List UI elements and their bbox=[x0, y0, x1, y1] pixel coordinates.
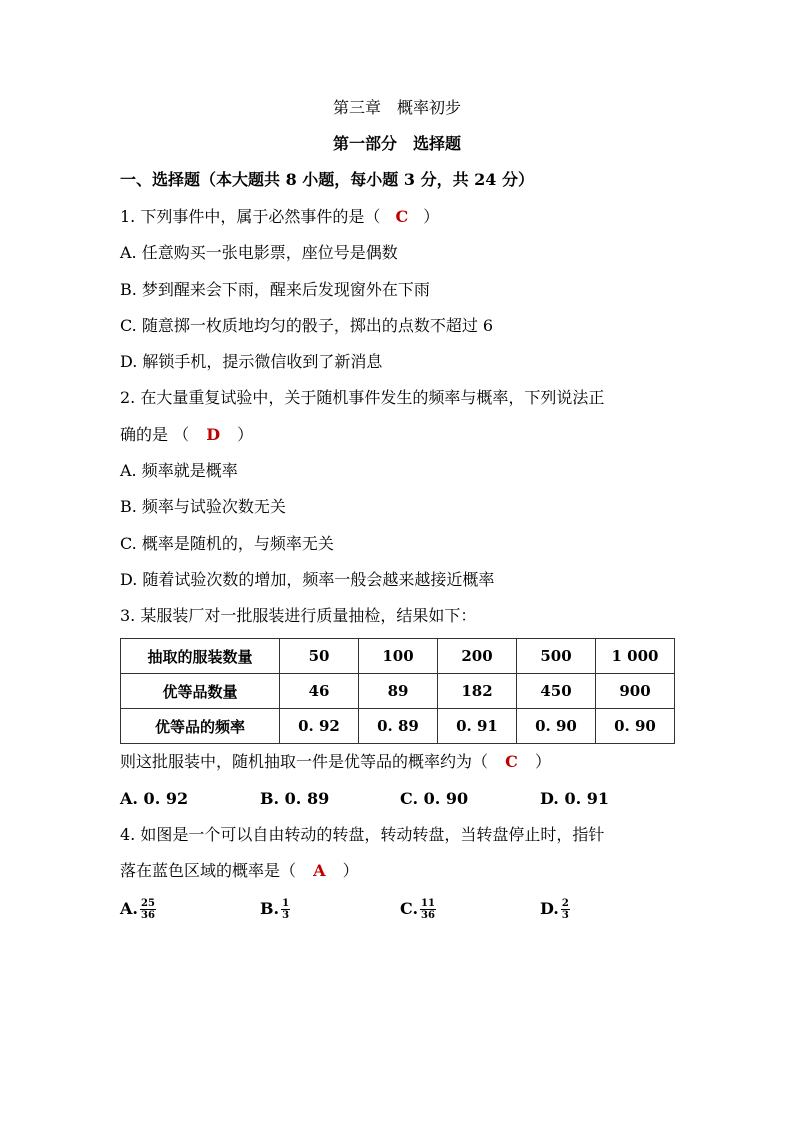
table-cell: 0. 91 bbox=[438, 709, 517, 744]
q4-option-c bbox=[400, 898, 436, 921]
table-cell: 100 bbox=[359, 639, 438, 674]
table-cell: 900 bbox=[596, 674, 675, 709]
q1-option-a: A. 任意购买一张电影票，座位号是偶数 bbox=[120, 243, 398, 262]
q1-option-d: D. 解锁手机，提示微信收到了新消息 bbox=[120, 352, 383, 371]
q4-option-d bbox=[540, 898, 570, 921]
q4-stem-line2 bbox=[120, 861, 359, 881]
q3-close: ） bbox=[534, 752, 551, 771]
q4-stem-line1: 4. 如图是一个可以自由转动的转盘，转动转盘，当转盘停止时，指针 bbox=[120, 825, 605, 844]
part-title: 第一部分 选择题 bbox=[332, 134, 461, 153]
option-label: C. bbox=[400, 899, 419, 918]
q1-option-b: B. 梦到醒来会下雨，醒来后发现窗外在下雨 bbox=[120, 280, 430, 299]
fraction bbox=[561, 898, 570, 921]
option-label: D. bbox=[540, 899, 559, 918]
quality-table bbox=[120, 638, 675, 744]
fraction-denominator: 36 bbox=[140, 910, 155, 921]
q1-option-c: C. 随意掷一枚质地均匀的骰子，掷出的点数不超过 6 bbox=[120, 316, 494, 335]
fraction bbox=[140, 898, 156, 921]
table-cell: 89 bbox=[359, 674, 438, 709]
table-row bbox=[121, 709, 675, 744]
q4-answer: A bbox=[313, 861, 326, 880]
fraction-denominator: 3 bbox=[561, 910, 569, 921]
q3-question-line bbox=[120, 752, 551, 772]
table-cell: 200 bbox=[438, 639, 517, 674]
q2-option-b: B. 频率与试验次数无关 bbox=[120, 497, 286, 516]
q3-option-c: C. 0. 90 bbox=[400, 789, 469, 808]
table-row-header: 优等品的频率 bbox=[121, 709, 280, 744]
fraction-denominator: 3 bbox=[282, 910, 290, 921]
table-cell: 0. 89 bbox=[359, 709, 438, 744]
q4-option-a bbox=[120, 898, 156, 921]
table-cell: 46 bbox=[280, 674, 359, 709]
q3-stem: 3. 某服装厂对一批服装进行质量抽检，结果如下： bbox=[120, 606, 477, 625]
q1-stem-line bbox=[120, 207, 439, 227]
section-note: （本大题共 8 小题，每小题 3 分，共 24 分） bbox=[200, 170, 534, 189]
table-cell: 0. 90 bbox=[596, 709, 675, 744]
section-heading bbox=[120, 170, 534, 190]
table-row-header: 优等品数量 bbox=[121, 674, 280, 709]
option-label: B. bbox=[260, 899, 280, 918]
q3-option-a: A. 0. 92 bbox=[120, 789, 189, 808]
section-label: 一、选择题 bbox=[120, 170, 201, 189]
q4-close: ） bbox=[342, 861, 359, 880]
fraction-denominator: 36 bbox=[421, 910, 435, 921]
fraction-numerator: 2 bbox=[561, 898, 569, 909]
q3-option-b: B. 0. 89 bbox=[260, 789, 330, 808]
q4-stem: 落在蓝色区域的概率是（ bbox=[120, 861, 297, 880]
q1-close: ） bbox=[423, 207, 440, 226]
q3-answer: C bbox=[505, 752, 518, 771]
table-cell: 182 bbox=[438, 674, 517, 709]
q2-option-a: A. 频率就是概率 bbox=[120, 461, 238, 480]
q4-option-b bbox=[260, 898, 290, 921]
q3-option-d: D. 0. 91 bbox=[540, 789, 609, 808]
table-cell: 0. 90 bbox=[517, 709, 596, 744]
table-cell: 0. 92 bbox=[280, 709, 359, 744]
fraction-numerator: 25 bbox=[140, 898, 155, 909]
q2-option-d: D. 随着试验次数的增加，频率一般会越来越接近概率 bbox=[120, 570, 495, 589]
table-row bbox=[121, 639, 675, 674]
q2-stem: 确的是 （ bbox=[120, 425, 190, 444]
fraction bbox=[281, 898, 290, 921]
table-cell: 1 000 bbox=[596, 639, 675, 674]
table-cell: 50 bbox=[280, 639, 359, 674]
q3-question: 则这批服装中，随机抽取一件是优等品的概率约为（ bbox=[120, 752, 489, 771]
q1-stem: 1. 下列事件中，属于必然事件的是（ bbox=[120, 207, 381, 226]
table-cell: 450 bbox=[517, 674, 596, 709]
table-row-header: 抽取的服装数量 bbox=[121, 639, 280, 674]
fraction-numerator: 1 bbox=[282, 898, 290, 909]
q1-answer: C bbox=[395, 207, 409, 226]
chapter-title: 第三章 概率初步 bbox=[332, 98, 461, 117]
q2-answer: D bbox=[206, 425, 221, 444]
option-label: A. bbox=[120, 899, 138, 918]
table-cell: 500 bbox=[517, 639, 596, 674]
fraction bbox=[420, 898, 436, 921]
q2-stem-line1: 2. 在大量重复试验中，关于随机事件发生的频率与概率，下列说法正 bbox=[120, 388, 605, 407]
q2-stem-line2 bbox=[120, 425, 253, 445]
table-row bbox=[121, 674, 675, 709]
fraction-numerator: 11 bbox=[421, 898, 435, 909]
q2-option-c: C. 概率是随机的，与频率无关 bbox=[120, 534, 334, 553]
q2-close: ） bbox=[237, 425, 254, 444]
